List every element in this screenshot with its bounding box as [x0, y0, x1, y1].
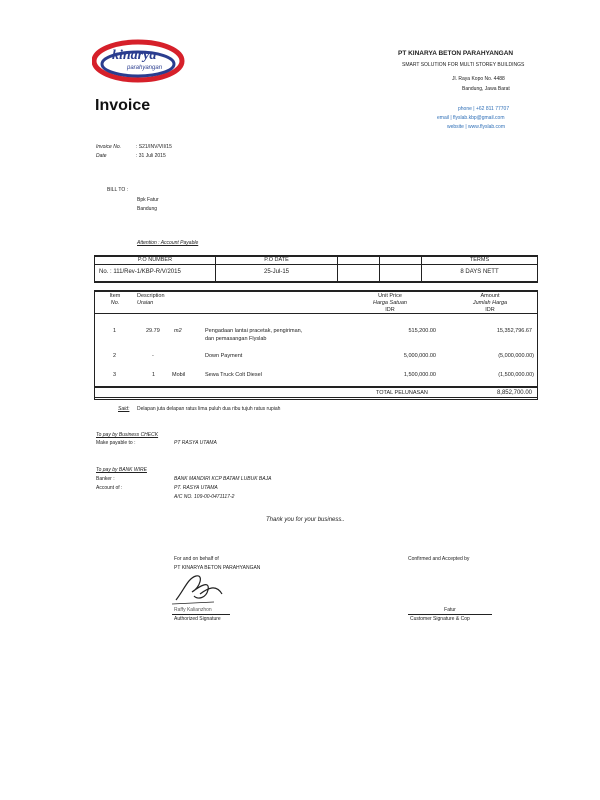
col-unit-price-currency: IDR	[385, 307, 395, 313]
banker-value: BANK MANDIRI KCP BATAM LUBUK BAJA	[174, 476, 272, 482]
account-number: A/C NO. 109-00-0471117-2	[174, 494, 235, 500]
item-desc: Down Payment	[205, 353, 243, 359]
banker-label: Banker :	[96, 476, 115, 482]
invoice-title: Invoice	[95, 97, 151, 114]
date-value: : 31 Juli 2015	[136, 153, 166, 159]
item-no: 2	[113, 353, 117, 359]
item-desc: Sewa Truck Colt Diesel	[205, 372, 262, 378]
col-amount: Amount	[480, 293, 500, 299]
said-text: Delapan juta delapan ratus lima puluh dua ribu tujuh ratus rupiah	[137, 406, 281, 412]
item-price: 515,200.00	[408, 328, 436, 334]
item-unit: m2	[174, 328, 182, 334]
sign-left-name: Raffy Kalianzhon	[174, 607, 212, 613]
col-unit-price: Unit Price	[378, 293, 402, 299]
item-price: 5,000,000.00	[403, 353, 436, 359]
attention-line: Attention : Account Payable	[137, 240, 199, 246]
company-tagline: SMART SOLUTION FOR MULTI STOREY BUILDINGS	[402, 62, 525, 68]
company-logo	[92, 38, 187, 84]
said-label: Said:	[118, 406, 130, 412]
signature-mark	[170, 570, 230, 608]
bill-to-city: Bandung	[137, 206, 158, 212]
check-value: PT RASYA UTAMA	[174, 440, 217, 446]
sign-right-caption: Customer Signature & Cop	[410, 616, 470, 622]
invoice-no-label: Invoice No.	[96, 144, 122, 150]
sign-right-line1: Confirmed and Accepted by	[408, 556, 470, 562]
item-price: 1,500,000.00	[403, 372, 436, 378]
company-website[interactable]: website | www.flyslab.com	[447, 124, 505, 130]
item-amount: (5,000,000.00)	[498, 353, 534, 359]
wire-title: To pay by BANK WIRE	[96, 467, 147, 473]
po-terms-value: 8 DAYS NETT	[460, 269, 499, 275]
item-desc: Pengadaan lantai pracetak, pengiriman,	[205, 328, 303, 334]
bill-to-name: Bpk Fatur	[137, 197, 159, 203]
check-title: To pay by Business CHECK	[96, 432, 159, 438]
sign-left-line1: For and on behalf of	[174, 556, 219, 562]
total-value: 8,852,700.00	[496, 390, 532, 396]
col-item-sub: No.	[110, 300, 120, 306]
col-unit-price-sub: Harga Satuan	[373, 300, 407, 306]
check-label: Make payable to :	[96, 440, 136, 446]
item-unit: Mobil	[172, 372, 186, 378]
po-header-number: P.O NUMBER	[137, 257, 173, 263]
company-phone: phone | +62 811 77707	[458, 106, 510, 112]
col-description-sub: Uraian	[137, 300, 154, 306]
date-label: Date	[96, 153, 107, 159]
sign-left-line2: PT KINARYA BETON PARAHYANGAN	[174, 565, 261, 571]
item-amount: (1,500,000.00)	[498, 372, 534, 378]
company-address-2: Bandung, Jawa Barat	[462, 86, 510, 92]
po-number-value: No. : 111/Rev-1/KBP-R/V/2015	[99, 269, 181, 275]
item-no: 3	[113, 372, 117, 378]
item-qty: 29.79	[146, 328, 160, 334]
logo-subtext: parahyangan	[127, 65, 163, 71]
sign-left-caption: Authorized Signature	[174, 616, 221, 622]
company-name: PT KINARYA BETON PARAHYANGAN	[398, 50, 514, 57]
item-desc-2: dan pemasangan Flyslab	[205, 336, 267, 342]
company-email[interactable]: email | flyslab.kbp@gmail.com	[437, 115, 505, 121]
item-qty: 1	[152, 372, 156, 378]
po-header-terms: TERMS	[469, 257, 490, 263]
sign-right-name: Fatur	[444, 607, 456, 613]
handwritten-signature-icon	[170, 570, 230, 608]
account-value: PT. RASYA UTAMA	[174, 485, 218, 491]
invoice-no-value: : S21/INV/VII/15	[136, 144, 172, 150]
po-date-value: 25-Jul-15	[263, 269, 289, 275]
col-description: Description	[137, 293, 165, 299]
col-amount-sub: Jumlah Harga	[472, 300, 508, 306]
item-qty: -	[152, 353, 154, 359]
total-label: TOTAL PELUNASAN	[376, 390, 428, 396]
company-address-1: Jl. Raya Kopo No. 4488	[452, 76, 505, 82]
bill-to-label: BILL TO :	[107, 187, 129, 193]
po-header-date: P.O DATE	[264, 257, 289, 263]
col-item: Item	[109, 293, 121, 299]
account-label: Account of :	[96, 485, 123, 491]
logo-text: kinarya	[112, 48, 157, 63]
col-amount-currency: IDR	[485, 307, 495, 313]
thank-you-note: Thank you for your business..	[266, 517, 345, 523]
item-amount: 15,352,796.67	[496, 328, 532, 334]
item-no: 1	[113, 328, 117, 334]
